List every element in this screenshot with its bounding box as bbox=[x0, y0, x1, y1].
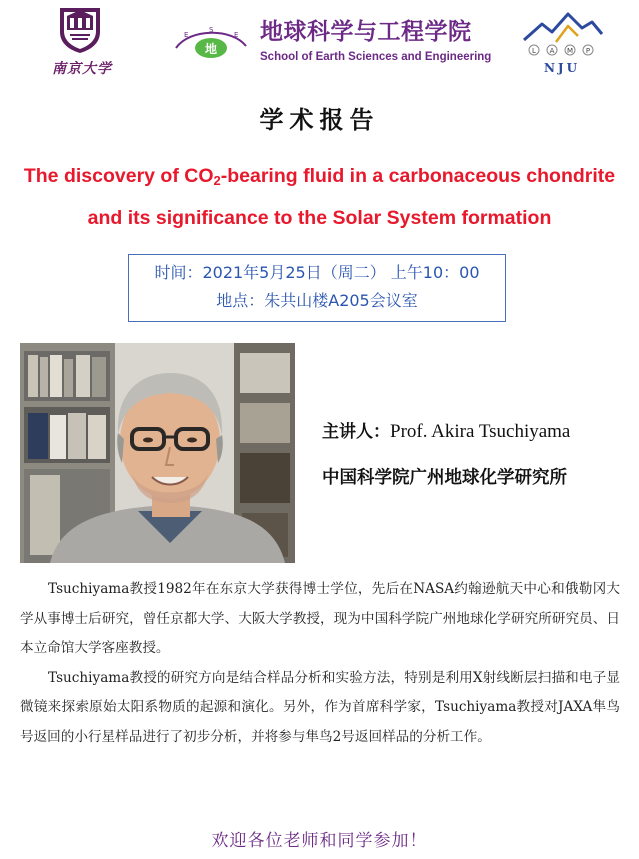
speaker-info bbox=[322, 418, 632, 492]
header bbox=[0, 0, 639, 84]
bio-paragraph-1: Tsuchiyama教授1982年在东京大学获得博士学位，先后在NASA约翰逊航天中心和俄勒冈大学从事博士后研究，曾任京都大学、大阪大学教授，现为中国科学院广州地球化学研究所研究员、日本立命馆大学客座教授。 bbox=[20, 581, 620, 656]
speaker-line bbox=[322, 418, 632, 446]
report-label: 学术报告 bbox=[259, 106, 380, 134]
talk-place: 地点：朱共山楼A205会议室 bbox=[216, 291, 418, 310]
speaker-name: Prof. Akira Tsuchiyama bbox=[390, 421, 571, 442]
welcome-footer: 欢迎各位老师和同学参加！ bbox=[211, 831, 428, 851]
speaker-portrait-image bbox=[20, 343, 295, 563]
talk-title-part1: The discovery of CO bbox=[23, 165, 214, 187]
speaker-institution: 中国科学院广州地球化学研究所 bbox=[322, 468, 567, 488]
lab-logo-icon bbox=[520, 10, 604, 76]
talk-time: 时间：2021年5月25日（周二） 上午10：00 bbox=[154, 263, 480, 282]
ese-letter-2: S bbox=[209, 26, 214, 34]
lab-letter-3: M bbox=[566, 47, 574, 55]
talk-title-part2: -bearing fluid in a carbonaceous chondrite bbox=[220, 165, 616, 187]
speaker-label: 主讲人： bbox=[322, 422, 390, 442]
nju-name: 南京大学 bbox=[52, 61, 112, 77]
talk-title-subscript: 2 bbox=[213, 173, 221, 188]
nju-crest-icon bbox=[58, 6, 102, 54]
school-name-en: School of Earth Sciences and Engineering bbox=[260, 51, 492, 63]
lab-letter-4: P bbox=[585, 47, 591, 55]
school-title bbox=[260, 18, 490, 65]
ese-logo-icon bbox=[170, 24, 252, 60]
lab-caption: NJU bbox=[543, 61, 581, 75]
ese-letter-3: E bbox=[234, 31, 239, 39]
school-name-cn: 地球科学与工程学院 bbox=[260, 19, 472, 45]
ese-mark: 地 bbox=[204, 42, 218, 56]
nju-logo bbox=[44, 6, 120, 82]
bio-paragraph-2: Tsuchiyama教授的研究方向是结合样品分析和实验方法，特别是利用X射线断层扫描和电子显微镜来探索原始太阳系物质的起源和演化。另外，作为首席科学家，Tsuchiyama教授对JAXA隼鸟号返回的小行星样品进行了初步分析，并将参与隼鸟2号返回样品的分析工作。 bbox=[20, 669, 620, 745]
talk-title-line1 bbox=[0, 155, 639, 197]
talk-title-line2: and its significance to the Solar System formation bbox=[87, 207, 552, 229]
speaker-bio bbox=[20, 575, 620, 752]
lab-letter-1: L bbox=[532, 47, 536, 55]
ese-letter-1: E bbox=[184, 31, 189, 39]
talk-title bbox=[0, 155, 639, 239]
speaker-photo bbox=[20, 343, 295, 563]
info-box bbox=[128, 254, 506, 322]
lab-letter-2: A bbox=[549, 47, 555, 55]
